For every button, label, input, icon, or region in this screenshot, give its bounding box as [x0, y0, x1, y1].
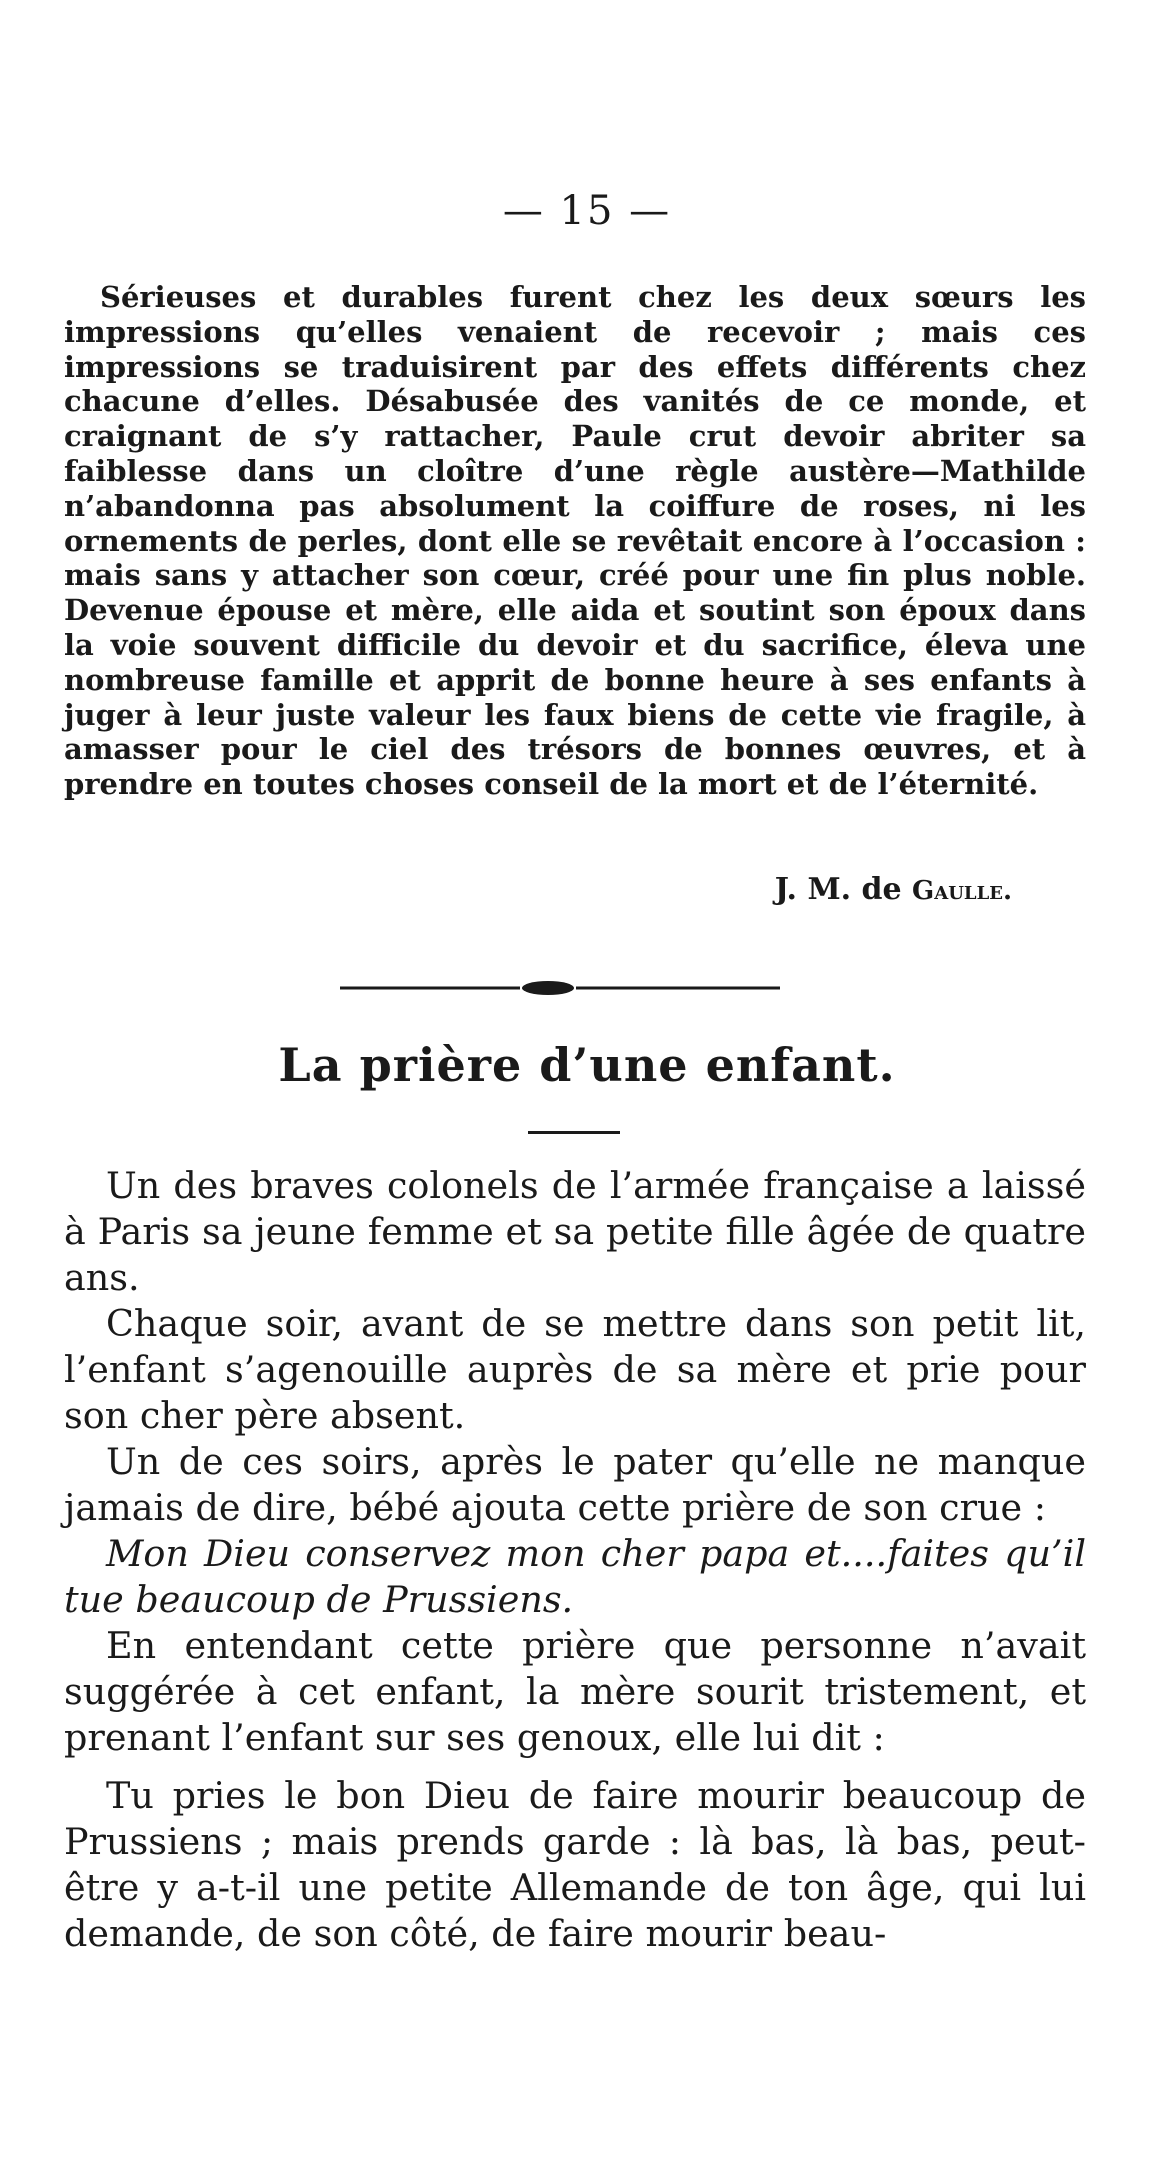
signature-name: Gaulle.	[912, 876, 1012, 906]
paragraph: Un de ces soirs, après le pater qu’elle ne manque jamais de dire, bébé ajouta cette prière de son crue :	[64, 1440, 1086, 1529]
paragraph: En entendant cette prière que personne n’avait suggérée à cet enfant, la mère sourit tristement, et prenant l’enfant sur ses genoux, elle lui dit :	[64, 1624, 1086, 1759]
article-title: La prière d’une enfant.	[278, 1038, 896, 1092]
section-divider-ornament	[340, 980, 780, 996]
paragraph: Mon Dieu conservez mon cher papa et....faites qu’il tue beaucoup de Prussiens.	[64, 1532, 1086, 1621]
author-signature	[0, 872, 1012, 907]
title-underline-rule	[528, 1131, 620, 1134]
paragraph: Un des braves colonels de l’armée française a laissé à Paris sa jeune femme et sa petite fille âgée de quatre ans.	[64, 1164, 1086, 1299]
paragraph: Chaque soir, avant de se mettre dans son petit lit, l’enfant s’agenouille auprès de sa mère et prie pour son cher père absent.	[64, 1302, 1086, 1437]
article-text: Sérieuses et durables furent chez les deux sœurs les impressions qu’elles venaient de recevoir ; mais ces impressions se traduisirent par des effets différents chez chacune d’elles. Désabusée des vanités de ce monde, et craignant de s’y rattacher, Paule crut devoir abriter sa faiblesse dans un cloître d’une règle austère—Mathilde n’abandonna pas absolument la coiffure de roses, ni les ornements de perles, dont elle se revêtait encore à l’occasion : mais sans y attacher son cœur, créé pour une fin plus noble. Devenue épouse et mère, elle aida et soutint son époux dans la voie souvent difficile du devoir et du sacrifice, éleva une nombreuse famille et apprit de bonne heure à ses enfants à juger à leur juste valeur les faux biens de cette vie fragile, à amasser pour le ciel des trésors de bonnes œuvres, et à prendre en toutes choses conseil de la mort et de l’éternité.	[64, 280, 1086, 802]
signature-prefix: J. M. de	[774, 872, 913, 907]
page-number: — 15 —	[502, 188, 672, 234]
paragraph: Tu pries le bon Dieu de faire mourir beaucoup de Prussiens ; mais prends garde : là bas, là bas, peut-être y a-t-il une petite Allemande de ton âge, qui lui demande, de son côté, de faire mourir beau-	[64, 1774, 1086, 1955]
article-body	[64, 1163, 1086, 1957]
